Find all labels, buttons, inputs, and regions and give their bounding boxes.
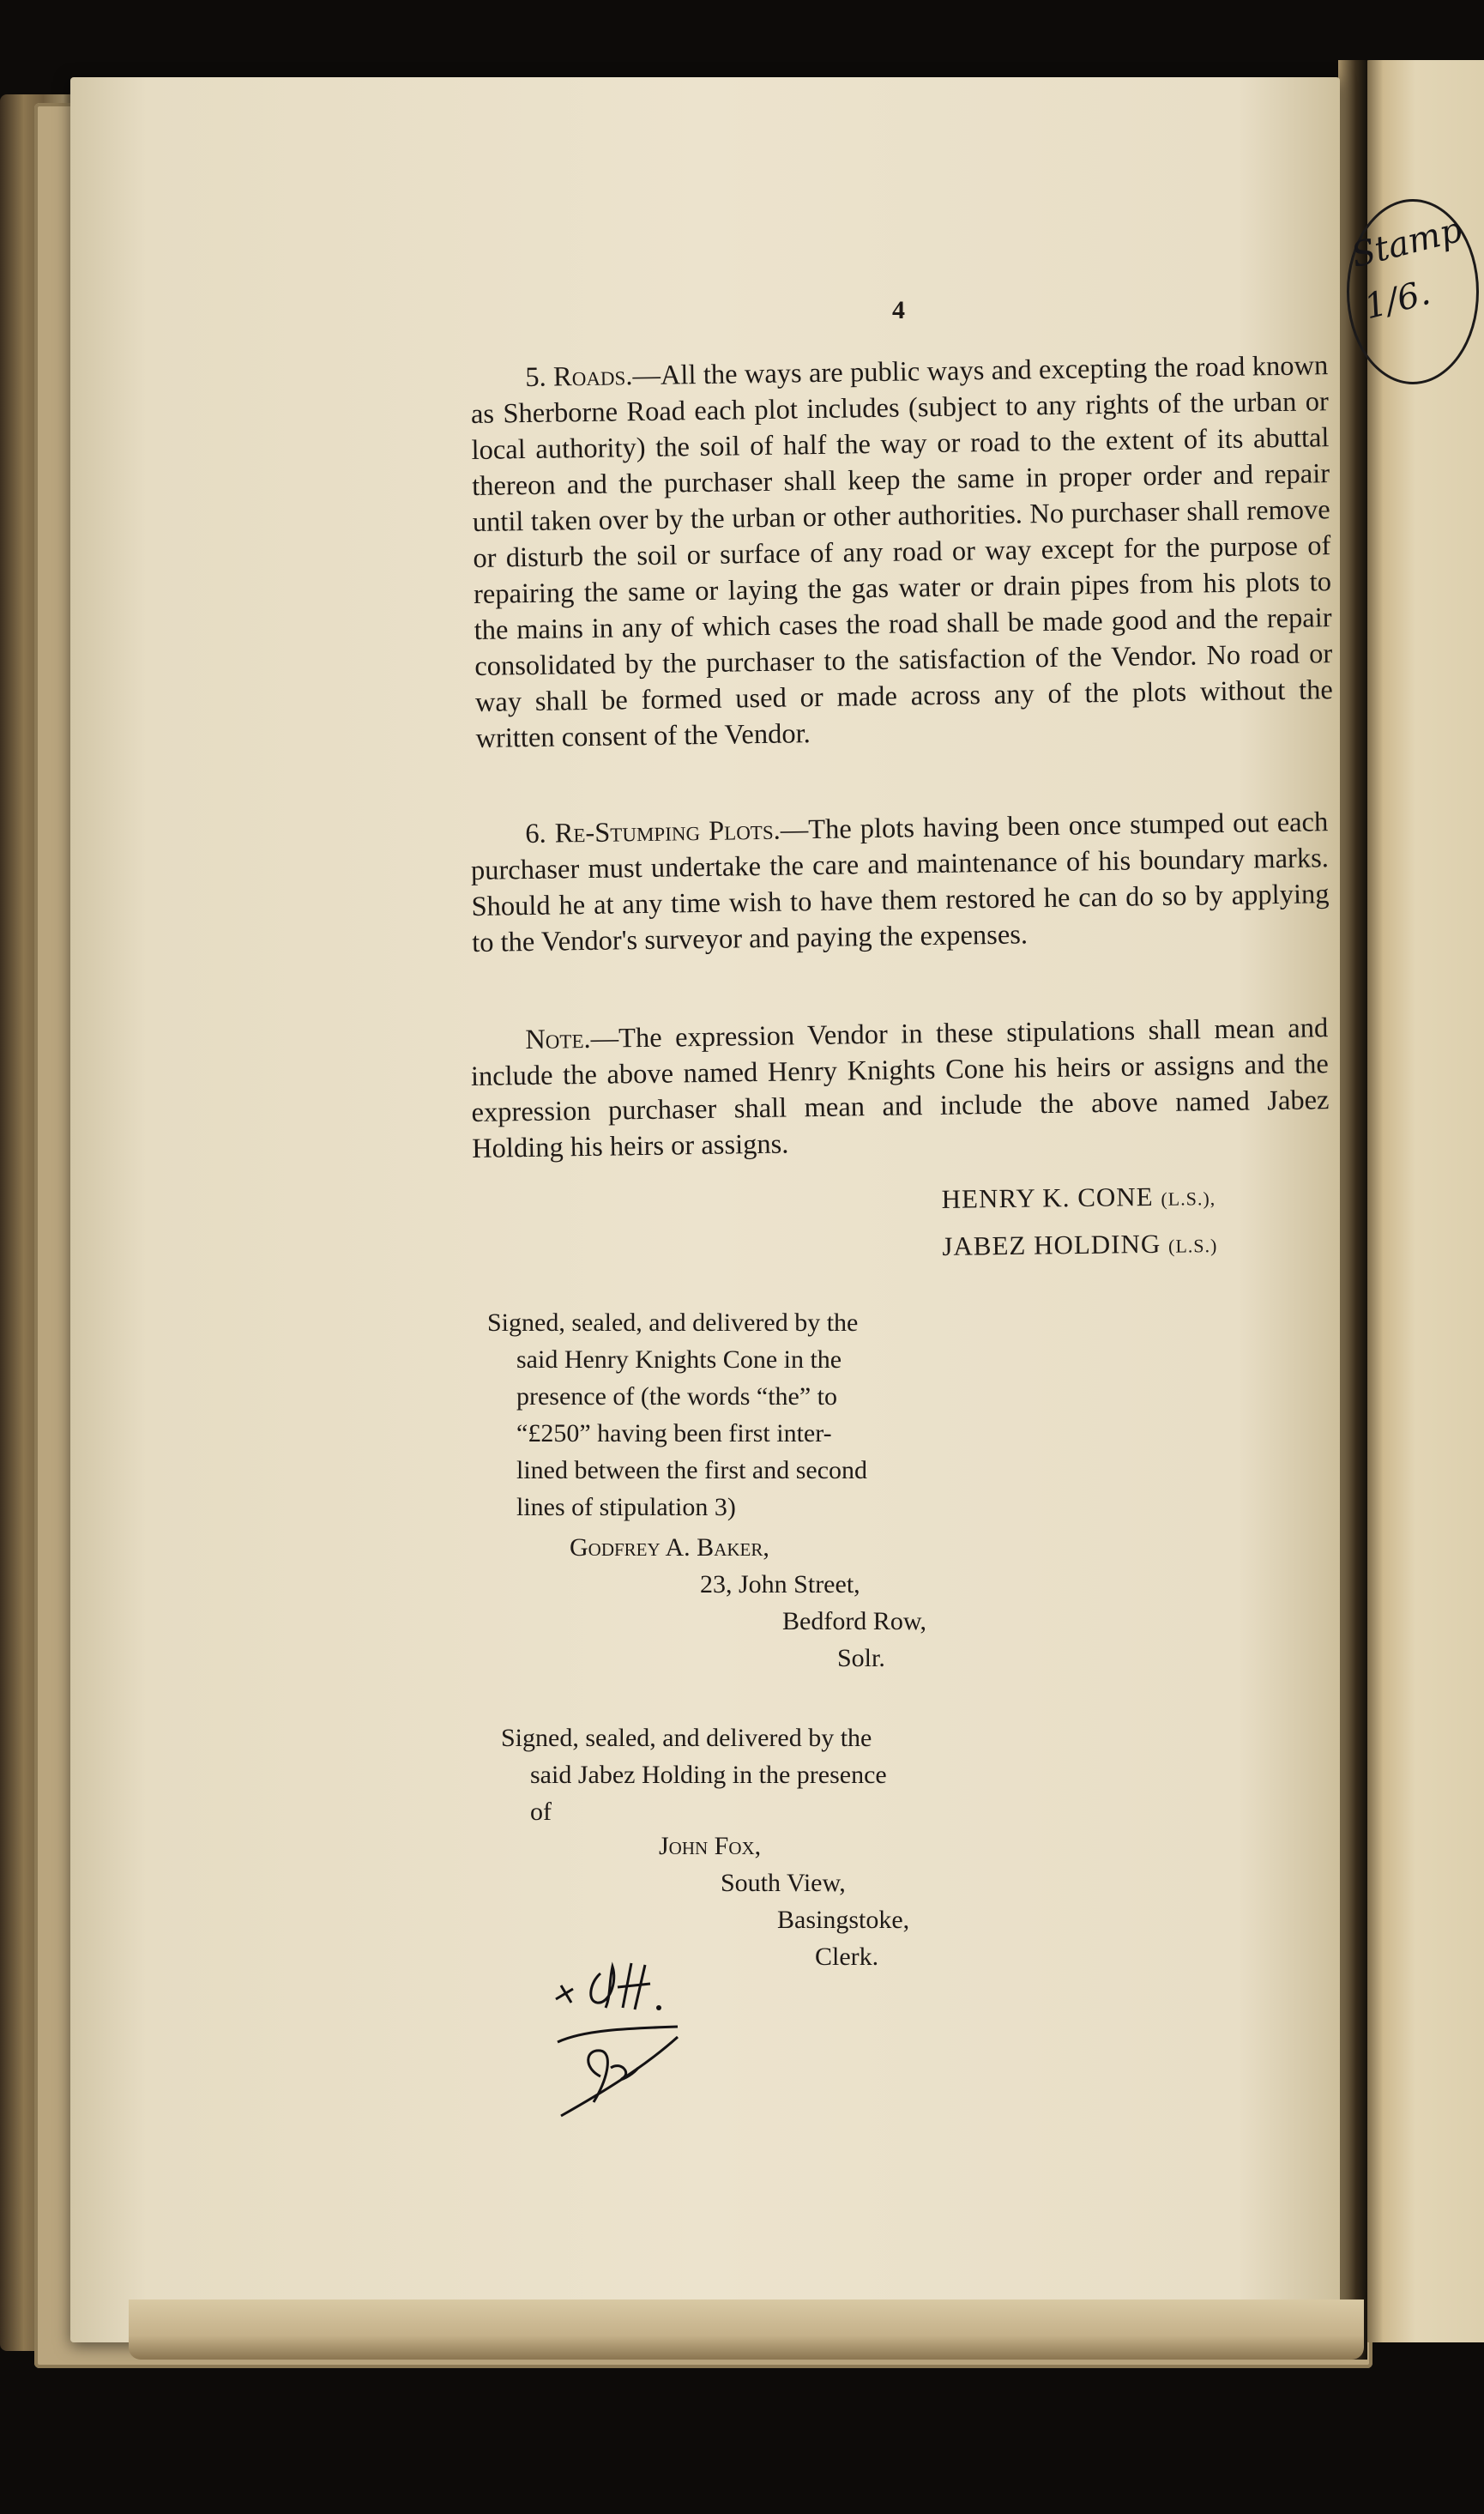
stamp-note-line1: Stamp	[1348, 209, 1467, 276]
clause-note-heading: Note.	[525, 1023, 591, 1056]
witness-1-address2: Bedford Row,	[782, 1607, 927, 1635]
attestation-2-line: of	[530, 1798, 552, 1826]
signatory-1	[941, 1174, 1217, 1224]
clause-roads-body: —All the ways are public ways and excepting the road known as Sherborne Road each plot includes (subject to any rights of the urban or local authority) the soil of half the way or road to the extent of its abuttal thereon and the purchaser shall keep the same in proper order and repair until taken over by the urban or other authorities. No purchaser shall remove or disturb the soil or surface of any road or way except for the purpose of repairing the same or laying the gas water or drain pipes from his plots to the mains in any of which cases the road shall be made good and the repair consolidated by the purchaser to the satisfaction of the Vendor. No road or way shall be formed used or made across any of the plots without the written consent of the Vendor.	[470, 350, 1334, 754]
witness-2-name: John Fox,	[659, 1832, 762, 1860]
attestation-1-line: lined between the first and second	[516, 1456, 868, 1484]
attestation-2	[501, 1719, 981, 1830]
signatory-block	[941, 1174, 1217, 1272]
page-number: 4	[892, 296, 905, 324]
attestation-1-line: said Henry Knights Cone in the	[516, 1345, 842, 1374]
handwritten-initials-mark	[549, 1948, 695, 2119]
witness-2-address1: South View,	[721, 1869, 846, 1897]
witness-1-name: Godfrey A. Baker,	[570, 1533, 769, 1562]
signatory-2	[942, 1221, 1218, 1272]
witness-1-title: Solr.	[837, 1644, 885, 1672]
clause-roads	[470, 347, 1334, 757]
attestation-1-line: lines of stipulation 3)	[516, 1493, 736, 1521]
attestation-1-line: presence of (the words “the” to	[516, 1382, 838, 1411]
witness-2-address2: Basingstoke,	[777, 1906, 910, 1934]
attestation-2-line: Signed, sealed, and delivered by the	[501, 1724, 872, 1752]
attestation-1-line: “£250” having been first inter-	[516, 1419, 832, 1447]
signatory-2-seal: (L.S.)	[1167, 1235, 1218, 1257]
clause-restumping	[470, 804, 1330, 961]
clause-note	[470, 1010, 1330, 1167]
clause-roads-heading: 5. Roads.	[525, 360, 633, 394]
signatory-2-name: JABEZ HOLDING	[942, 1228, 1161, 1261]
attestation-2-line: said Jabez Holding in the presence	[530, 1761, 887, 1789]
clause-restumping-body: —The plots having been once stumped out each purchaser must undertake the care and maintenance of his boundary marks. Should he at any time wish to have them restored he can do so by applying to the Vendor's surveyor and paying the expenses.	[470, 807, 1330, 958]
attestation-1-line: Signed, sealed, and delivered by the	[487, 1308, 859, 1337]
clause-restumping-heading: 6. Re-Stumping Plots.	[525, 814, 781, 850]
signatory-1-name: HENRY K. CONE	[941, 1181, 1154, 1214]
handwritten-initials-drawing	[549, 1948, 695, 2119]
clause-note-body: —The expression Vendor in these stipulations shall mean and include the above named Henry Knights Cone his heirs or assigns and the expression purchaser shall mean and include the above named Jabez Holding his heirs or assigns.	[470, 1012, 1330, 1164]
witness-1-address1: 23, John Street,	[700, 1570, 860, 1598]
signatory-1-seal: (L.S.),	[1161, 1188, 1216, 1210]
witness-2-title: Clerk.	[815, 1943, 879, 1971]
stamp-note-line2: 1/6.	[1360, 273, 1434, 328]
attestation-1	[487, 1304, 968, 1526]
